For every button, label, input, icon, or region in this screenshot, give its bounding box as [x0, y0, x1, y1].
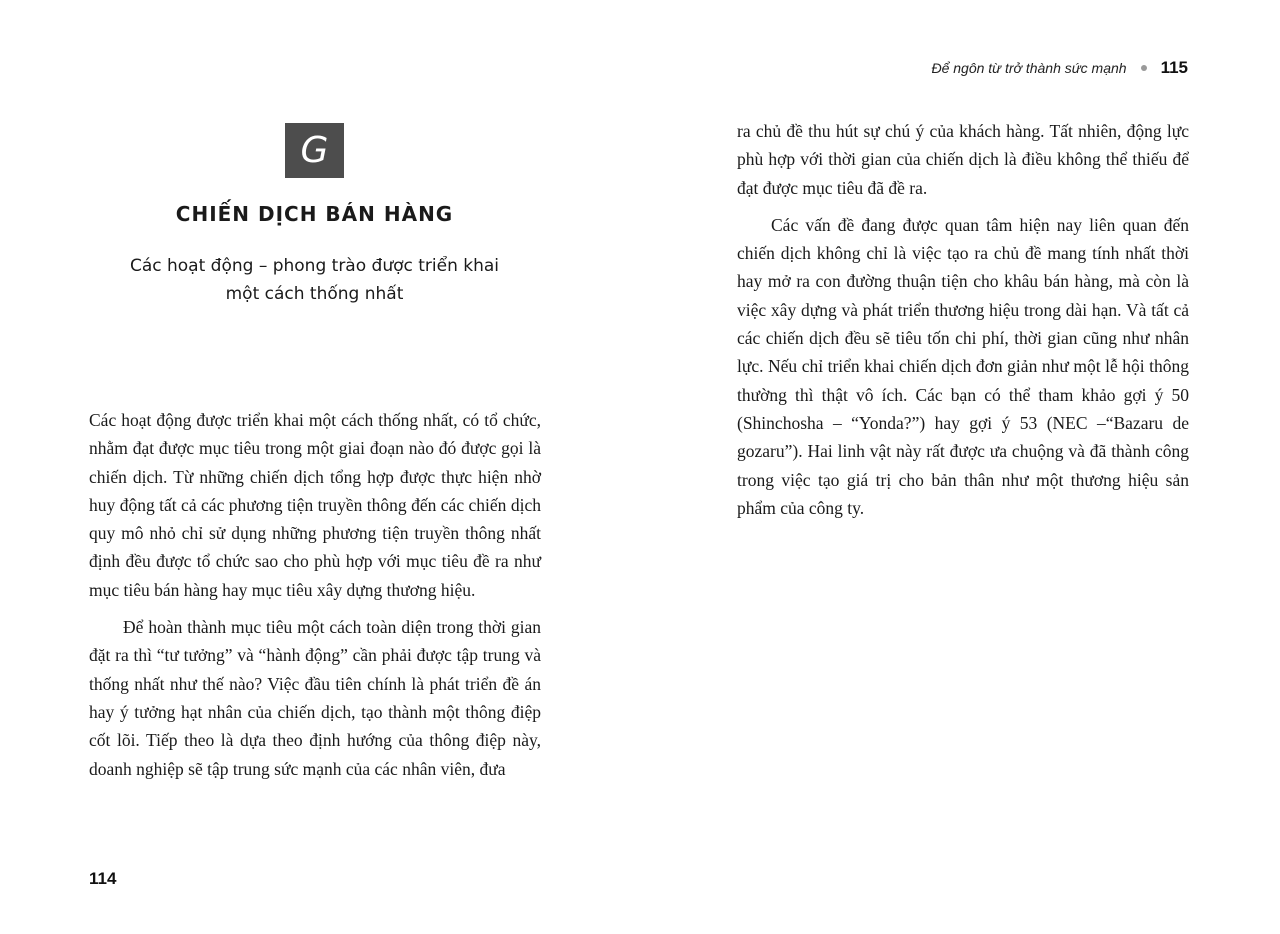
chapter-letter: G [300, 129, 329, 171]
chapter-subtitle-line-1: Các hoạt động – phong trào được triển khai [129, 256, 500, 276]
running-title: Để ngôn từ trở thành sức mạnh [931, 60, 1127, 76]
chapter-title: CHIẾN DỊCH BÁN HÀNG [175, 202, 454, 226]
right-page [640, 0, 1280, 934]
body-paragraph: Để hoàn thành mục tiêu một cách toàn diện trong thời gian đặt ra thì “tư tưởng” và “hành động” cần phải được tập trung và thống nhất như thế nào? Việc đầu tiên chính là phát triển đề án hay ý tưởng hạt nhân của chiến dịch, tạo thành một thông điệp cốt lõi. Tiếp theo là dựa theo định hướng của thông điệp này, doanh nghiệp sẽ tập trung sức mạnh của các nhân viên, đưa [89, 617, 541, 779]
page-number-left: 114 [89, 869, 117, 888]
right-body-text [737, 117, 1189, 522]
body-paragraph: ra chủ đề thu hút sự chú ý của khách hàng. Tất nhiên, động lực phù hợp với thời gian của chiến dịch là điều không thể thiếu để đạt được mục tiêu đã đề ra. [737, 121, 1189, 198]
chapter-letter-badge [285, 123, 344, 178]
chapter-subtitle [89, 252, 540, 308]
chapter-subtitle-line-2: một cách thống nhất [225, 284, 404, 304]
body-paragraph: Các hoạt động được triển khai một cách thống nhất, có tổ chức, nhằm đạt được mục tiêu trong một giai đoạn nào đó được gọi là chiến dịch. Từ những chiến dịch tổng hợp được thực hiện nhờ huy động tất cả các phương tiện truyền thông đến các chiến dịch quy mô nhỏ chỉ sử dụng những phương tiện truyền thông nhất định đều được tổ chức sao cho phù hợp với mục tiêu đề ra như mục tiêu bán hàng hay mục tiêu xây dựng thương hiệu. [89, 410, 541, 600]
body-paragraph: Các vấn đề đang được quan tâm hiện nay liên quan đến chiến dịch không chỉ là việc tạo ra chủ đề mang tính nhất thời hay mở ra con đường thuận tiện cho khâu bán hàng, mà còn là việc xây dựng và phát triển thương hiệu trong dài hạn. Và tất cả các chiến dịch đều sẽ tiêu tốn chi phí, thời gian cũng như nhân lực. Nếu chỉ triển khai chiến dịch đơn giản như một lễ hội thông thường thì thật vô ích. Các bạn có thể tham khảo gợi ý 50 (Shinchosha – “Yonda?”) hay gợi ý 53 (NEC –“Bazaru de gozaru”). Hai linh vật này rất được ưa chuộng và đã thành công trong việc tạo giá trị cho bản thân như một thương hiệu sản phẩm của công ty. [737, 214, 1189, 518]
page-number-right: 115 [1160, 58, 1188, 77]
bullet-dot-icon [1141, 65, 1147, 71]
left-body-text [89, 406, 541, 783]
running-header [931, 58, 1188, 78]
